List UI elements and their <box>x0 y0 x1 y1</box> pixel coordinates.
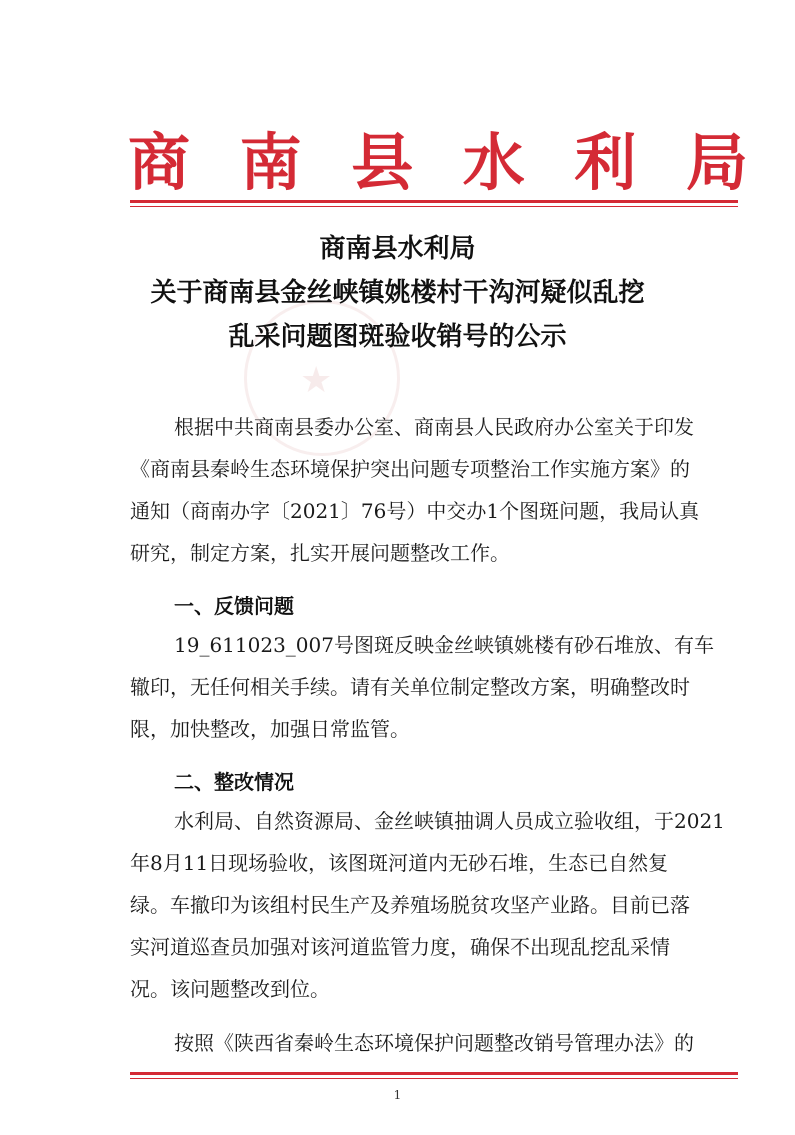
feedback-line: 限，加快整改，加强日常监管。 <box>130 717 410 741</box>
intro-line: 通知（商南办字〔2021〕76号）中交办1个图斑问题，我局认真 <box>130 499 700 523</box>
closing-line: 按照《陕西省秦岭生态环境保护问题整改销号管理办法》的 <box>174 1031 694 1055</box>
masthead-char: 水 <box>462 125 525 199</box>
closing-paragraph <box>130 1022 750 1064</box>
rectification-line: 实河道巡查员加强对该河道监管力度，确保不出现乱挖乱采情 <box>130 935 670 959</box>
masthead <box>128 118 748 199</box>
masthead-char: 商 <box>128 125 191 199</box>
masthead-char: 南 <box>239 125 302 199</box>
masthead-char: 县 <box>351 125 414 199</box>
intro-line: 根据中共商南县委办公室、商南县人民政府办公室关于印发 <box>174 415 694 439</box>
rectification-paragraph <box>130 800 750 1010</box>
doc-title-line-3: 乱采问题图斑验收销号的公示 <box>228 322 567 352</box>
doc-title-line-1: 商南县水利局 <box>319 234 476 264</box>
masthead-divider-thin <box>130 206 738 207</box>
rectification-line: 年8月11日现场验收，该图斑河道内无砂石堆，生态已自然复 <box>130 851 669 875</box>
rectification-line: 水利局、自然资源局、金丝峡镇抽调人员成立验收组，于2021 <box>174 809 725 833</box>
masthead-char: 局 <box>685 125 748 199</box>
intro-line: 研究，制定方案，扎实开展问题整改工作。 <box>130 541 510 565</box>
footer-divider-thick <box>130 1072 738 1075</box>
feedback-paragraph <box>130 624 750 750</box>
feedback-line: 19_611023_007号图斑反映金丝峡镇姚楼有砂石堆放、有车 <box>174 633 714 657</box>
rectification-line: 况。该问题整改到位。 <box>130 977 330 1001</box>
intro-line: 《商南县秦岭生态环境保护突出问题专项整治工作实施方案》的 <box>130 457 690 481</box>
rectification-line: 绿。车撤印为该组村民生产及养殖场脱贫攻坚产业路。目前已落 <box>130 893 690 917</box>
section-heading-rectification: 二、整改情况 <box>174 770 294 794</box>
intro-paragraph <box>130 406 750 574</box>
feedback-line: 辙印，无任何相关手续。请有关单位制定整改方案，明确整改时 <box>130 675 690 699</box>
doc-title-line-2: 关于商南县金丝峡镇姚楼村干沟河疑似乱挖 <box>150 278 645 308</box>
masthead-divider-thick <box>130 200 738 203</box>
page-number: 1 <box>393 1088 402 1102</box>
footer-divider-thin <box>130 1078 738 1079</box>
section-heading-feedback: 一、反馈问题 <box>174 594 294 618</box>
seal-star-icon: ★ <box>300 360 333 401</box>
masthead-char: 利 <box>574 125 637 199</box>
